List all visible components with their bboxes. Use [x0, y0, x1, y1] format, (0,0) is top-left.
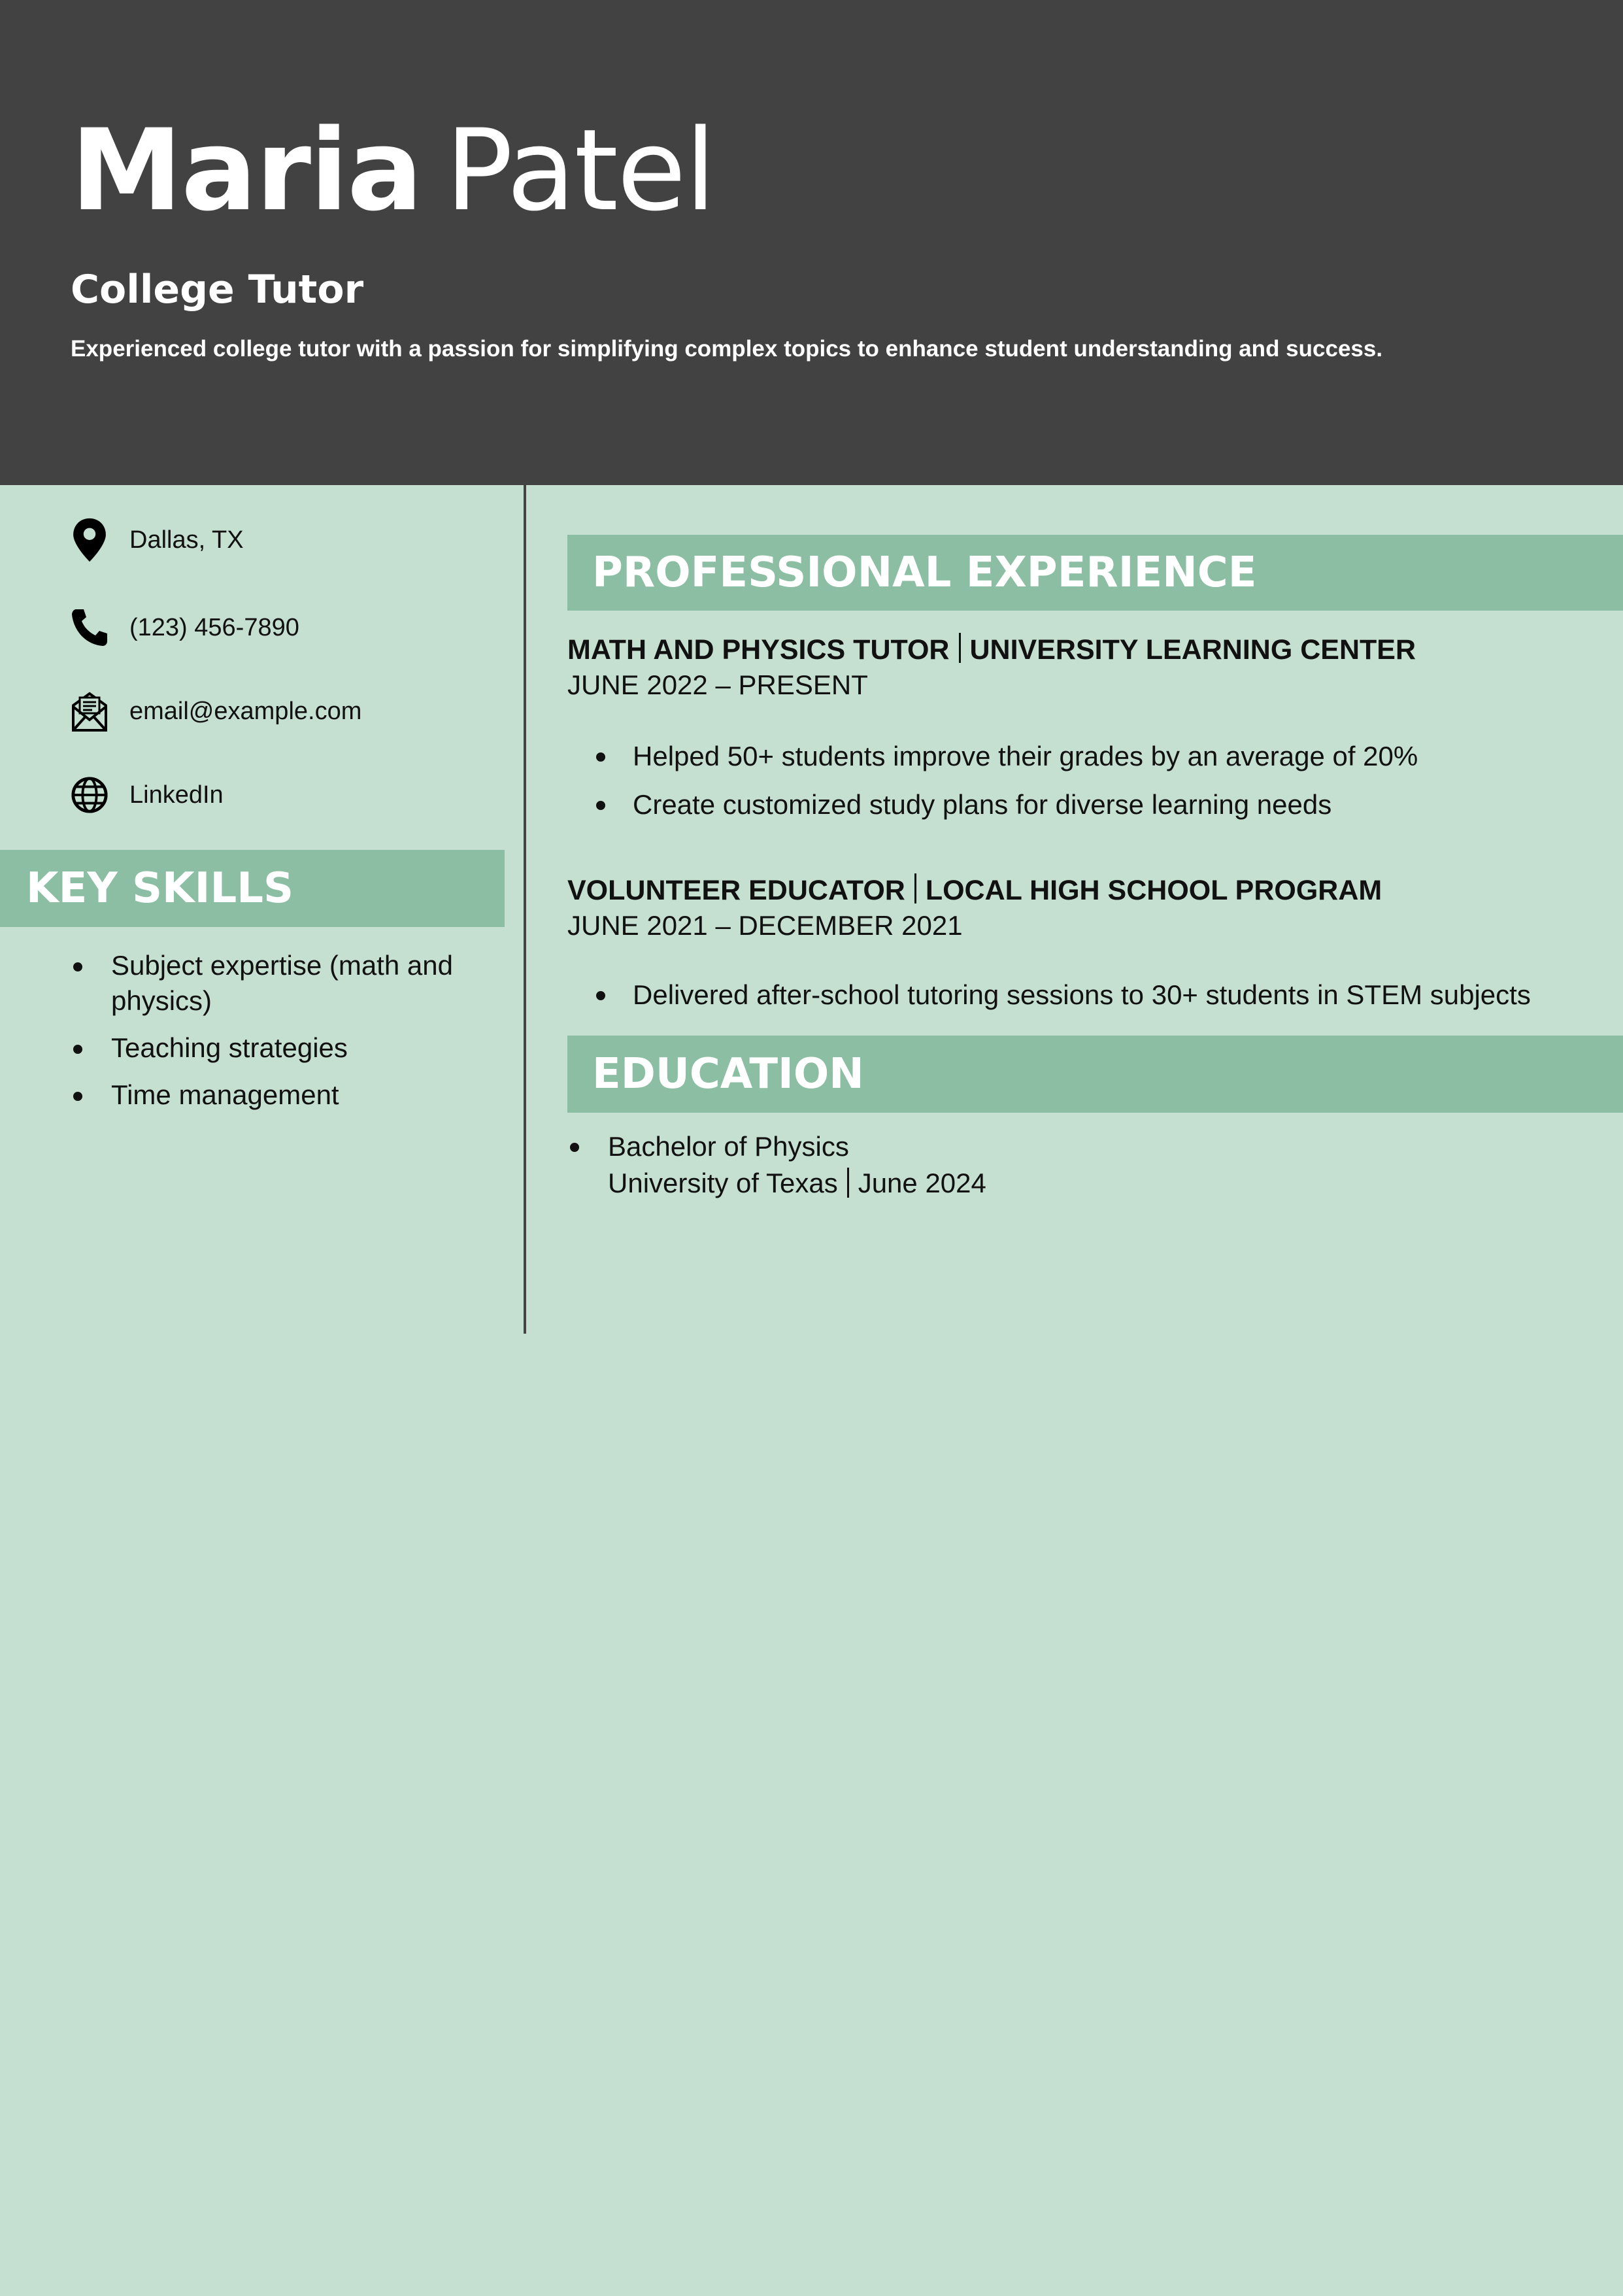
bullet-dot [570, 1143, 579, 1152]
job-bullets [594, 977, 1531, 1026]
first-name: Maria [71, 105, 422, 236]
email-text: email@example.com [129, 697, 362, 725]
job-title: College Tutor [71, 267, 364, 312]
job-org: LOCAL HIGH SCHOOL PROGRAM [925, 875, 1382, 906]
phone-text: (123) 456-7890 [129, 613, 299, 641]
job-role: VOLUNTEER EDUCATOR [567, 875, 905, 906]
separator [847, 1168, 849, 1198]
job-bullet: Create customized study plans for diverse learning needs [594, 787, 1418, 822]
separator [959, 633, 961, 663]
job-role: MATH AND PHYSICS TUTOR [567, 634, 950, 666]
job-bullet: Helped 50+ students improve their grades by an average of 20% [594, 739, 1418, 774]
separator [914, 873, 916, 903]
school: University of Texas [608, 1168, 838, 1198]
skills-list [71, 948, 515, 1124]
globe-icon [71, 772, 109, 818]
job-dates: JUNE 2021 – DECEMBER 2021 [567, 910, 963, 941]
last-name: Patel [445, 105, 715, 236]
job-bullets [594, 739, 1418, 836]
education-heading: EDUCATION [567, 1036, 1623, 1113]
degree: Bachelor of Physics [608, 1131, 849, 1162]
skill-item: Teaching strategies [71, 1030, 515, 1066]
candidate-name [71, 105, 715, 236]
education-entry [567, 1128, 986, 1202]
column-divider [524, 485, 526, 1334]
skill-item: Subject expertise (math and physics) [71, 948, 515, 1019]
job-dates: JUNE 2022 – PRESENT [567, 669, 868, 700]
summary: Experienced college tutor with a passion for simplifying complex topics to enhance student understanding and success. [71, 336, 1383, 362]
skills-heading: KEY SKILLS [0, 850, 505, 927]
job-bullet: Delivered after-school tutoring sessions to 30+ students in STEM subjects [594, 977, 1531, 1013]
resume-header [0, 0, 1623, 485]
contact-location [71, 514, 244, 566]
school-line [608, 1165, 986, 1202]
experience-heading: PROFESSIONAL EXPERIENCE [567, 535, 1623, 611]
envelope-icon [71, 688, 109, 734]
graduation-date: June 2024 [858, 1168, 986, 1198]
contact-email [71, 685, 361, 737]
location-text: Dallas, TX [129, 526, 244, 554]
job-org: UNIVERSITY LEARNING CENTER [969, 634, 1416, 666]
job-heading [567, 633, 1416, 666]
contact-phone [71, 601, 299, 654]
phone-icon [71, 605, 109, 650]
job-heading [567, 873, 1382, 907]
skill-item: Time management [71, 1077, 515, 1113]
linkedin-text: LinkedIn [129, 781, 224, 809]
contact-linkedin [71, 769, 224, 821]
map-pin-icon [71, 517, 109, 563]
